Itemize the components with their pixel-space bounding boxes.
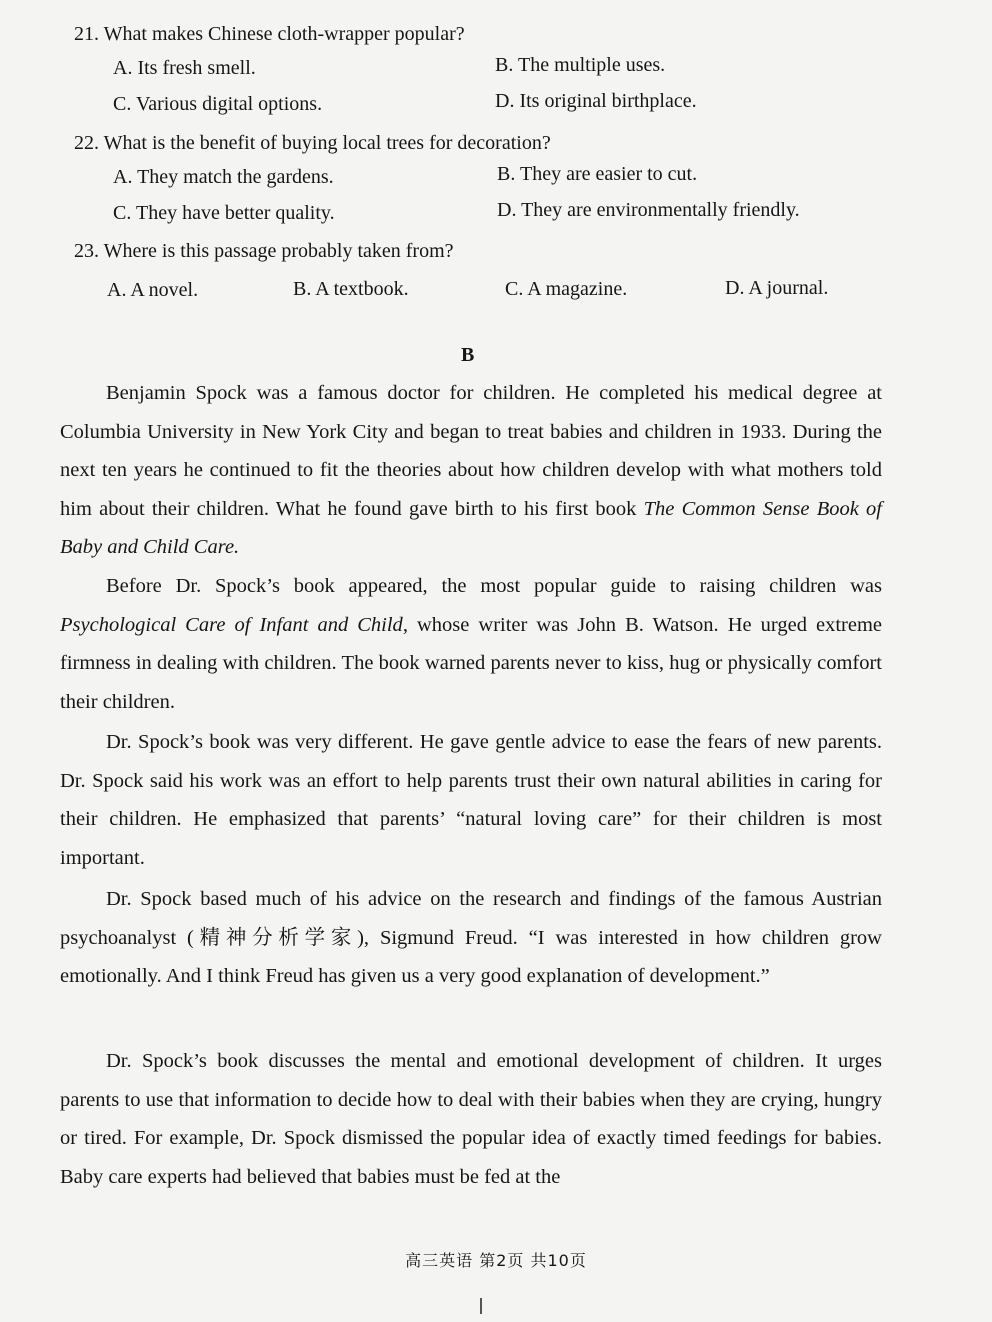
question-23-option-d: D. A journal. — [725, 277, 829, 299]
passage-paragraph-1 — [60, 374, 882, 567]
question-23-option-b: B. A textbook. — [293, 278, 409, 300]
question-21-stem: 21. What makes Chinese cloth-wrapper popular? — [74, 23, 465, 45]
question-23-option-a: A. A novel. — [107, 279, 199, 301]
question-21-option-b: B. The multiple uses. — [495, 54, 666, 76]
section-heading: B — [461, 344, 475, 366]
paragraph-2-text-before: Before Dr. Spock’s book appeared, the most popular guide to raising children was — [106, 575, 882, 597]
paragraph-4-text: Dr. Spock based much of his advice on the research and findings of the famous Austrian psychoanalyst (精神分析学家), Sigmund Freud. “I was interested in how children grow emotionally. And I think Freud has given us a very good explanation of development.” — [60, 888, 882, 988]
passage-paragraph-5 — [60, 1042, 882, 1196]
passage-paragraph-2 — [60, 567, 882, 721]
question-22-option-b: B. They are easier to cut. — [497, 163, 698, 185]
question-23-stem: 23. Where is this passage probably taken from? — [74, 240, 454, 262]
question-22-option-a: A. They match the gardens. — [113, 166, 334, 188]
paragraph-5-text: Dr. Spock’s book discusses the mental and emotional development of children. It urges parents to use that information to decide how to deal with their babies when they are crying, hungry or tired. For example, Dr. Spock dismissed the popular idea of exactly timed feedings for babies. Baby care experts had believed that babies must be fed at the — [60, 1050, 882, 1188]
passage-paragraph-3 — [60, 723, 882, 877]
paragraph-2-text-after: , whose writer was John B. Watson. He urged extreme firmness in dealing with children. The book warned parents never to kiss, hug or physically comfort their children. — [60, 613, 882, 713]
book-title-psychological-care: Psychological Care of Infant and Child — [60, 613, 403, 636]
paragraph-1-text: Benjamin Spock was a famous doctor for children. He completed his medical degree at Columbia University in New York City and began to treat babies and children in 1933. During the next ten years he continued to fit the theories about how children develop with what mothers told him about their children. What he found gave birth to his first book — [60, 382, 882, 520]
question-22-option-c: C. They have better quality. — [113, 202, 335, 224]
question-23-option-c: C. A magazine. — [505, 278, 628, 300]
question-22-option-d: D. They are environmentally friendly. — [497, 199, 800, 221]
passage-paragraph-4 — [60, 880, 882, 996]
book-title-common-sense: The Common Sense Book of Baby and Child Care. — [60, 497, 882, 559]
page-footer: 高三英语 第2页 共10页 — [405, 1251, 587, 1270]
question-22-stem: 22. What is the benefit of buying local trees for decoration? — [74, 132, 551, 154]
paragraph-3-text: Dr. Spock’s book was very different. He gave gentle advice to ease the fears of new parents. Dr. Spock said his work was an effort to help parents trust their own natural abilities in caring for their children. He emphasized that parents’ “natural loving care” for their children is most important. — [60, 731, 882, 869]
question-21-option-c: C. Various digital options. — [113, 93, 323, 115]
scan-mark — [480, 1298, 482, 1314]
question-21-option-a: A. Its fresh smell. — [113, 57, 256, 79]
question-21-option-d: D. Its original birthplace. — [495, 90, 697, 112]
